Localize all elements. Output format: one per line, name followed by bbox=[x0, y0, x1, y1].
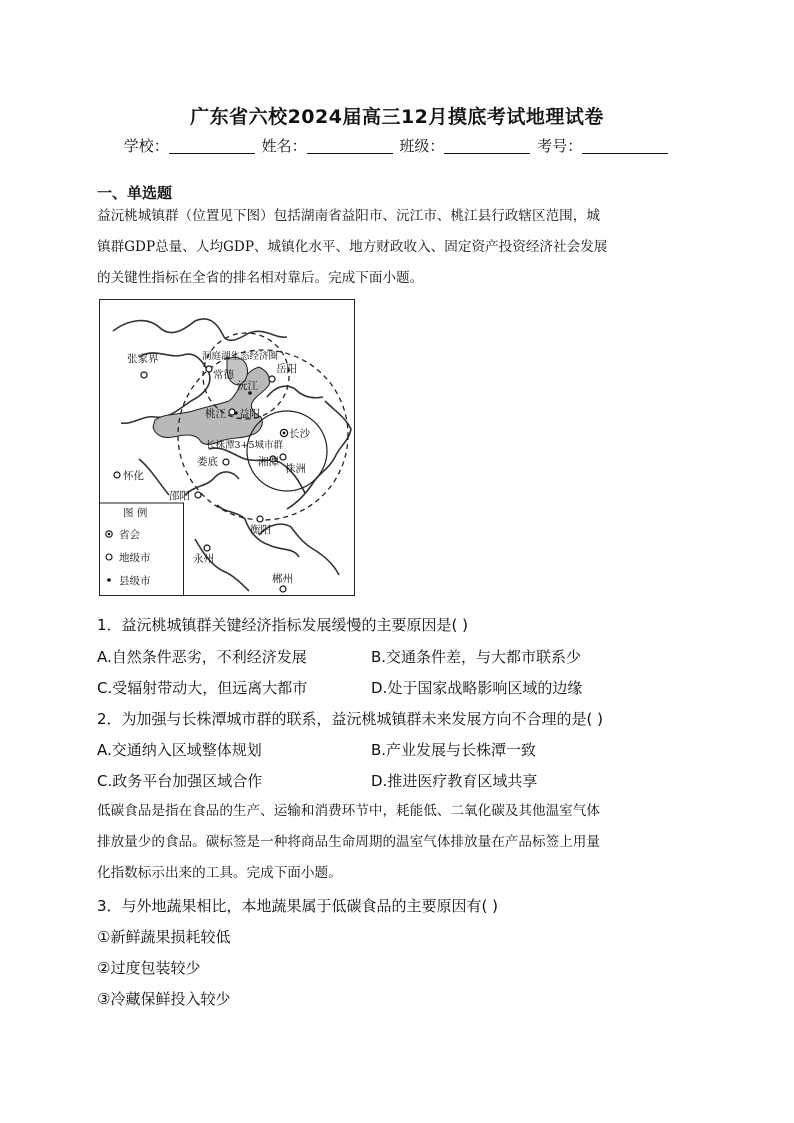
map-legend bbox=[100, 503, 184, 596]
marker-huaihua bbox=[114, 472, 120, 478]
q1-option-d[interactable]: D.处于国家战略影响区域的边缘 bbox=[371, 679, 583, 697]
passage-2-line: 低碳食品是指在食品的生产、运输和消费环节中，耗能低、二氧化碳及其他温室气体 bbox=[97, 803, 600, 819]
marker-taojiang bbox=[234, 411, 238, 415]
q2-option-d[interactable]: D.推进医疗教育区域共享 bbox=[371, 772, 538, 790]
marker-zhangjiajie bbox=[141, 372, 147, 378]
q2-option-c[interactable]: C.政务平台加强区域合作 bbox=[97, 772, 263, 790]
label-yuanjiang: 沅江 bbox=[237, 380, 258, 392]
passage-2 bbox=[97, 796, 701, 889]
question-1-stem: 1．益沅桃城镇群关键经济指标发展缓慢的主要原因是( ) bbox=[97, 616, 469, 634]
page-title: 广东省六校2024届高三12月摸底考试地理试卷 bbox=[190, 106, 604, 128]
marker-chenzhou bbox=[280, 586, 286, 592]
marker-zhuzhou bbox=[280, 454, 286, 460]
legend-county-icon bbox=[107, 578, 111, 582]
marker-loudi bbox=[223, 459, 229, 465]
q3-statement-3: ③冷藏保鲜投入较少 bbox=[97, 990, 231, 1008]
label-zhuzhou: 株洲 bbox=[285, 463, 306, 475]
q3-statement-2: ②过度包装较少 bbox=[97, 959, 201, 977]
passage-1-line: 益沅桃城镇群（位置见下图）包括湖南省益阳市、沅江市、桃江县行政辖区范围，城 bbox=[97, 208, 600, 224]
marker-yiyang bbox=[229, 409, 235, 415]
marker-yongzhou bbox=[204, 545, 210, 551]
id-label: 考号： bbox=[537, 137, 583, 155]
label-cztz: 长株潭3+5城市群 bbox=[206, 440, 284, 451]
legend-capital: 省会 bbox=[119, 529, 140, 541]
class-blank[interactable] bbox=[444, 137, 530, 154]
marker-yueyang bbox=[269, 376, 275, 382]
region-map bbox=[99, 299, 355, 596]
label-yueyang: 岳阳 bbox=[276, 363, 297, 375]
label-shaoyang: 邵阳 bbox=[169, 490, 190, 502]
label-hengyang: 衡阳 bbox=[250, 524, 271, 536]
marker-changde bbox=[206, 366, 212, 372]
q2-option-b[interactable]: B.产业发展与长株潭一致 bbox=[371, 741, 537, 759]
label-xiangtan: 湘潭 bbox=[258, 456, 279, 468]
passage-2-line: 化指数标示出来的工具。完成下面小题。 bbox=[97, 865, 342, 881]
label-dongting: 洞庭湖生态经济圈 bbox=[202, 351, 279, 362]
marker-changsha-dot bbox=[283, 432, 286, 435]
q3-statement-1: ①新鲜蔬果损耗较低 bbox=[97, 928, 231, 946]
class-label: 班级： bbox=[399, 137, 445, 155]
question-2-stem: 2．为加强与长株潭城市群的联系，益沅桃城镇群未来发展方向不合理的是( ) bbox=[97, 710, 604, 728]
passage-1 bbox=[97, 201, 701, 294]
name-label: 姓名： bbox=[261, 137, 307, 155]
label-chenzhou: 郴州 bbox=[272, 573, 293, 585]
legend-prefecture-icon bbox=[106, 554, 112, 560]
section-heading: 一、单选题 bbox=[97, 184, 173, 202]
legend-title: 图 例 bbox=[123, 507, 148, 519]
passage-2-line: 排放量少的食品。碳标签是一种将商品生命周期的温室气体排放量在产品标签上用量 bbox=[97, 834, 600, 850]
label-changsha: 长沙 bbox=[289, 428, 310, 440]
label-changde: 常德 bbox=[213, 369, 234, 381]
student-info-line bbox=[0, 135, 794, 156]
marker-shaoyang bbox=[195, 492, 201, 498]
label-yiyang: 益阳 bbox=[239, 408, 260, 420]
school-blank[interactable] bbox=[169, 137, 255, 154]
q2-option-a[interactable]: A.交通纳入区域整体规划 bbox=[97, 741, 262, 759]
q1-option-b[interactable]: B.交通条件差，与大都市联系少 bbox=[371, 648, 582, 666]
question-3-stem: 3．与外地蔬果相比，本地蔬果属于低碳食品的主要原因有( ) bbox=[97, 897, 499, 915]
legend-prefecture: 地级市 bbox=[119, 552, 151, 564]
q1-option-a[interactable]: A.自然条件恶劣，不利经济发展 bbox=[97, 648, 307, 666]
passage-1-line: 的关键性指标在全省的排名相对靠后。完成下面小题。 bbox=[97, 270, 424, 286]
id-blank[interactable] bbox=[582, 137, 668, 154]
marker-hengyang bbox=[257, 516, 263, 522]
label-yongzhou: 永州 bbox=[193, 553, 214, 565]
legend-county: 县级市 bbox=[119, 575, 151, 587]
label-huaihua: 怀化 bbox=[123, 470, 144, 482]
school-label: 学校： bbox=[123, 137, 169, 155]
q1-option-c[interactable]: C.受辐射带动大，但远离大都市 bbox=[97, 679, 308, 697]
label-taojiang: 桃江 bbox=[205, 408, 226, 420]
label-loudi: 娄底 bbox=[197, 456, 218, 468]
name-blank[interactable] bbox=[307, 137, 393, 154]
label-zhangjiajie: 张家界 bbox=[127, 353, 159, 365]
passage-1-line: 镇群GDP总量、人均GDP、城镇化水平、地方财政收入、固定资产投资经济社会发展 bbox=[97, 239, 608, 255]
